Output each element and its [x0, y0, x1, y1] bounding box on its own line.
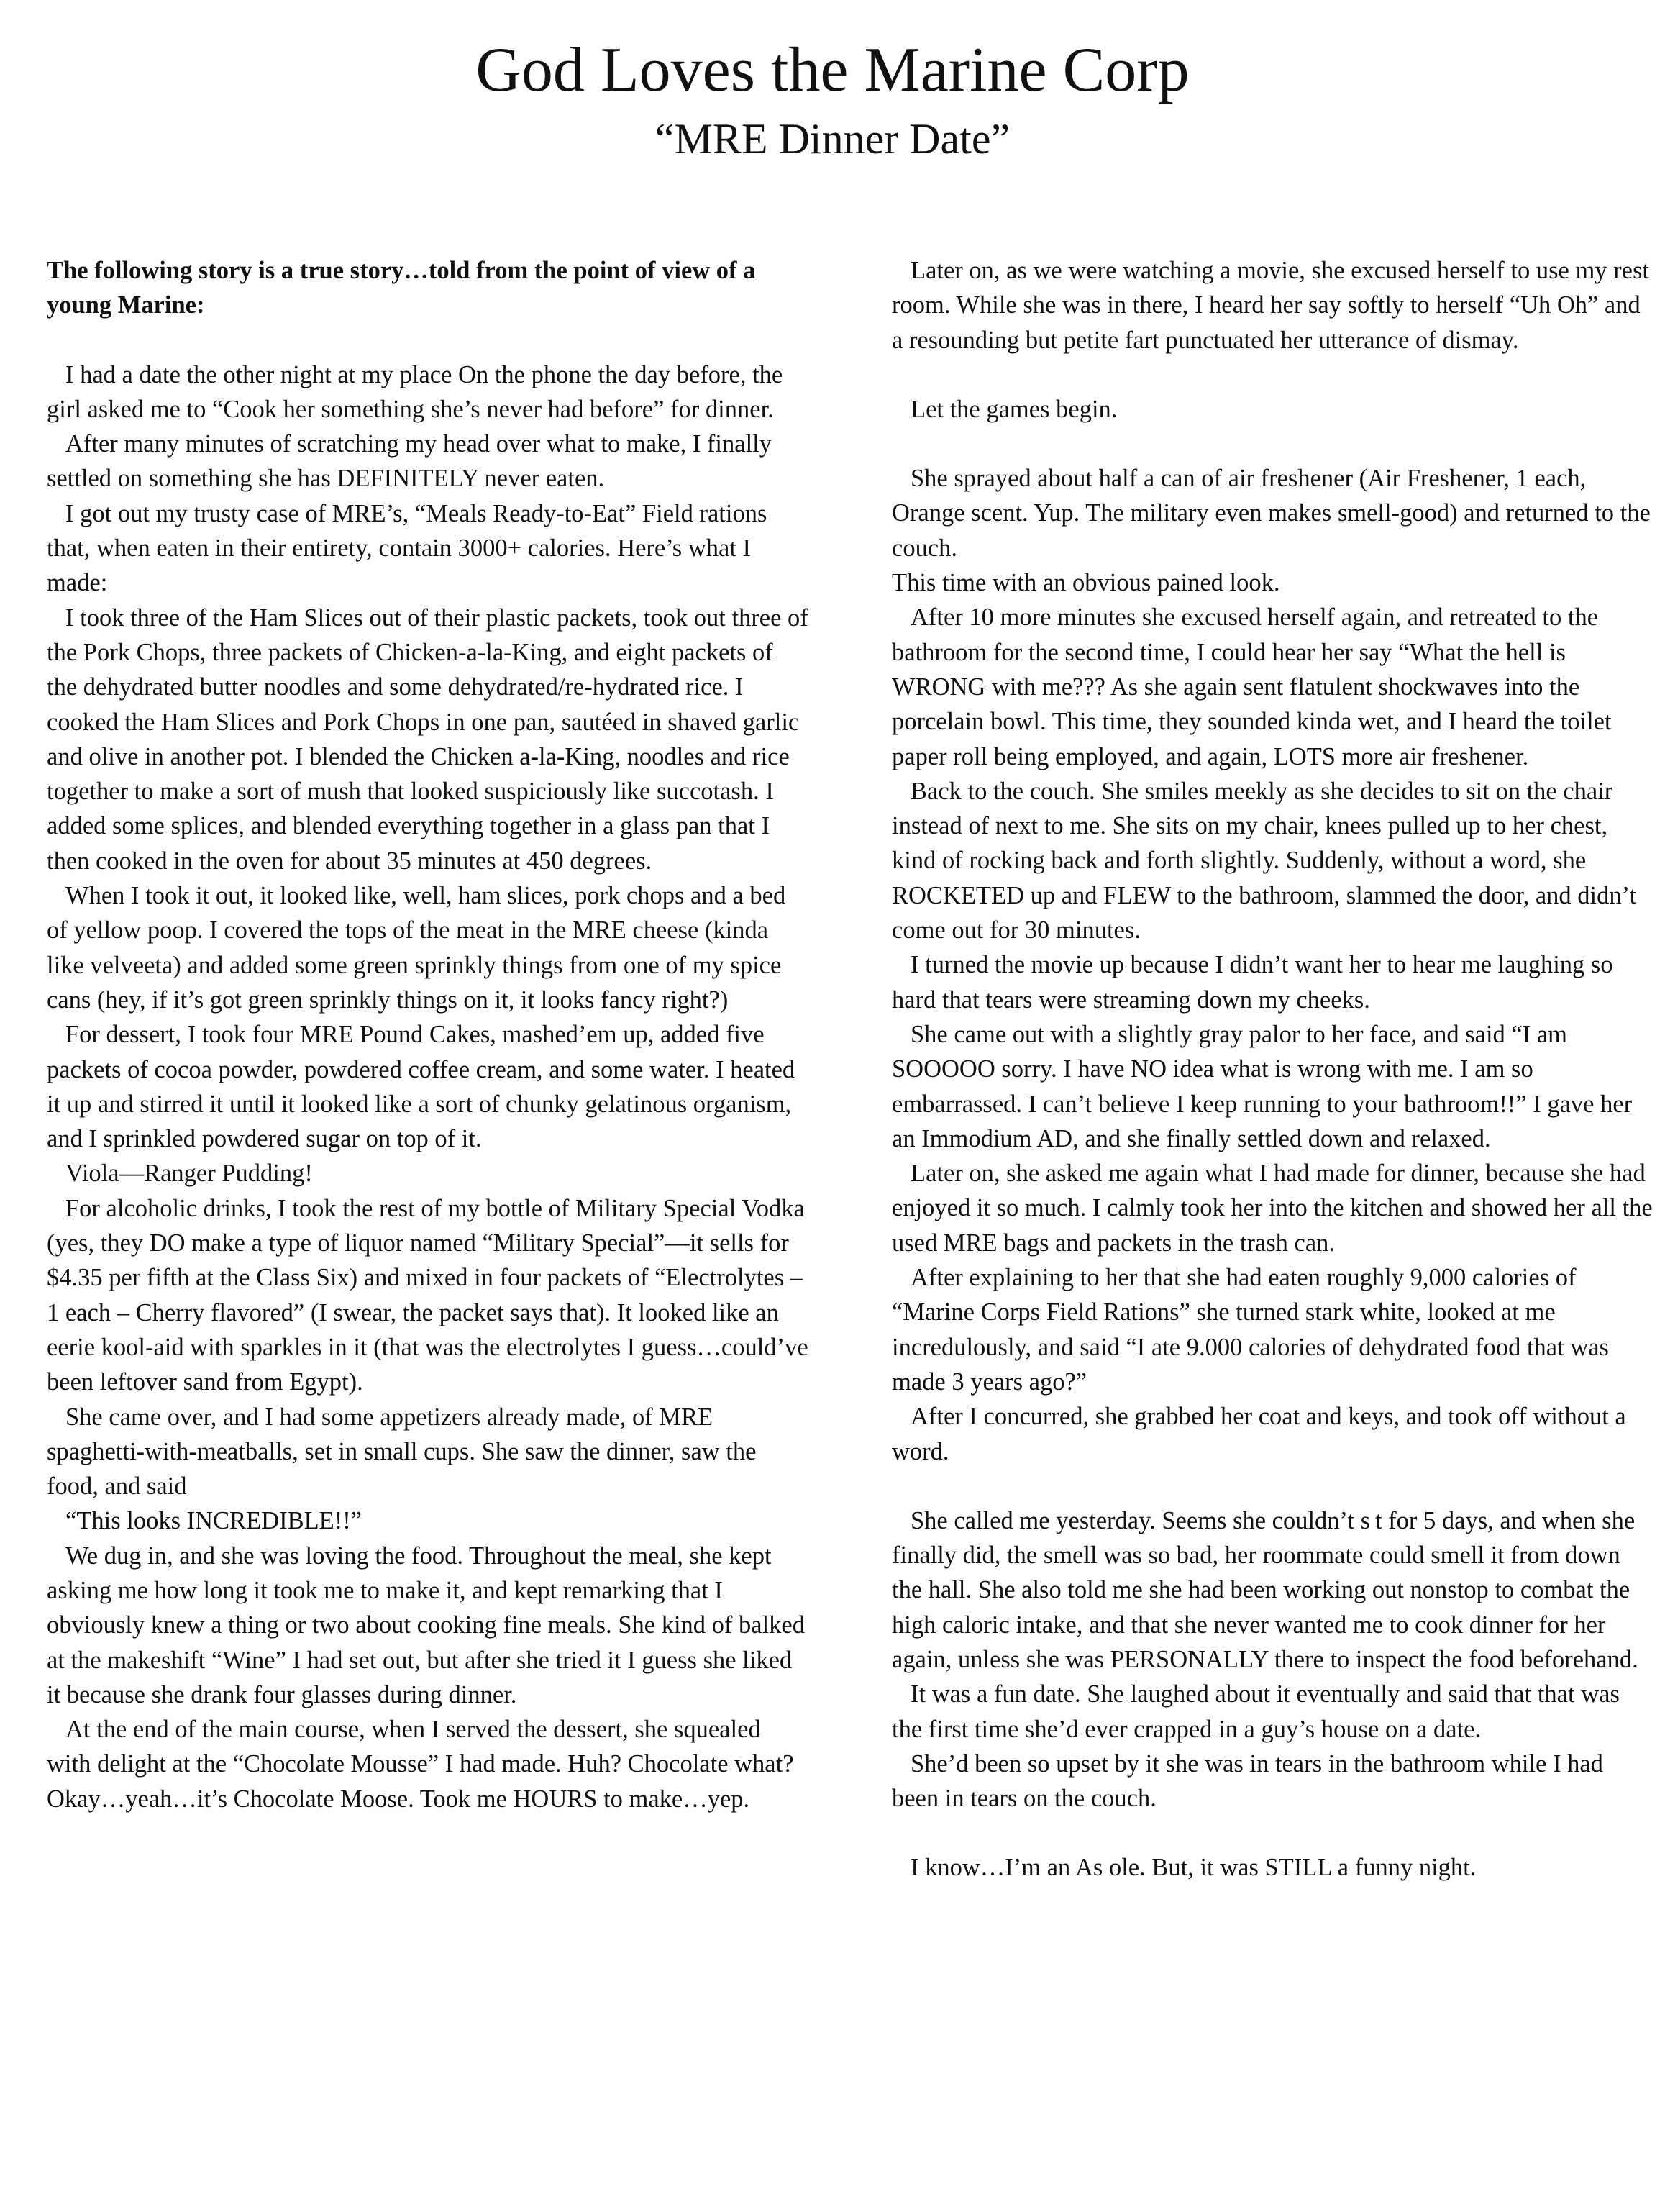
- body-paragraph: Later on, she asked me again what I had made for dinner, because she had enjoyed it so much. I calmly took her into the kitchen and showed her all the used MRE bags and packets in the trash can.: [892, 1160, 1653, 1257]
- body-paragraph: We dug in, and she was loving the food. Throughout the meal, she kept asking me how long it took me to make it, and kept remarking that I obviously knew a thing or two about cooking fine meals. She kind of balked at the makeshift “Wine” I had set out, but after she tried it I guess she liked it because she drank four glasses during dinner.: [47, 1542, 805, 1708]
- left-column: [47, 253, 809, 1816]
- body-paragraph: For dessert, I took four MRE Pound Cakes, mashed’em up, added five packets of cocoa powder, powdered coffee cream, and some water. I heated it up and stirred it until it looked like a sort of chunky gelatinous organism, and I sprinkled powdered sugar on top of it.: [47, 1021, 795, 1153]
- page-title: God Loves the Marine Corp: [475, 35, 1190, 105]
- body-paragraph: I took three of the Ham Slices out of their plastic packets, took out three of the Pork Chops, three packets of Chicken-a-la-King, and eight packets of the dehydrated butter noodles and some dehydrated/re-hydrated rice. I cooked the Ham Slices and Pork Chops in one pan, sautéed in shaved garlic and olive in another pot. I blended the Chicken a-la-King, noodles and rice together to make a sort of mush that looked suspiciously like succotash. I added some splices, and blended everything together in a glass pan that I then cooked in the oven for about 35 minutes at 450 degrees.: [47, 604, 808, 875]
- closing-paragraph: I know…I’m an As ole. But, it was STILL a funny night.: [911, 1854, 1477, 1882]
- body-paragraph: She called me yesterday. Seems she couldn’t s t for 5 days, and when she finally did, the smell was so bad, her roommate could smell it from down the hall. She also told me she had been working out nonstop to combat the high caloric intake, and that she never wanted me to cook dinner for her again, unless she was PERSONALLY there to inspect the food beforehand.: [892, 1506, 1638, 1673]
- body-paragraph: She sprayed about half a can of air freshener (Air Freshener, 1 each, Orange scent. Yup. The military even makes smell-good) and returned to the couch.: [892, 465, 1651, 562]
- body-paragraph: She came over, and I had some appetizers already made, of MRE spaghetti-with-meatballs, set in small cups. She saw the dinner, saw the food, and said: [47, 1403, 757, 1501]
- body-paragraph: At the end of the main course, when I served the dessert, she squealed with delight at the “Chocolate Mousse” I had made. Huh? Chocolate what? Okay…yeah…it’s Chocolate Moose. Took me HOURS to make…yep.: [47, 1716, 794, 1813]
- body-paragraph: I had a date the other night at my place On the phone the day before, the girl asked me to “Cook her something she’s never had before” for dinner.: [47, 360, 783, 423]
- body-paragraph: Let the games begin.: [911, 395, 1118, 423]
- body-paragraph: For alcoholic drinks, I took the rest of my bottle of Military Special Vodka (yes, they DO make a type of liquor named “Military Special”—it sells for $4.35 per fifth at the Class Six) and mixed in four packets of “Electrolytes – 1 each – Cherry flavored” (I swear, the packet says that). It looked like an eerie kool-aid with sparkles in it (that was the electrolytes I guess…could’ve been leftover sand from Egypt).: [47, 1194, 808, 1396]
- right-column: [892, 253, 1654, 1885]
- body-paragraph: This time with an obvious pained look.: [892, 569, 1280, 597]
- body-paragraph: Back to the couch. She smiles meekly as she decides to sit on the chair instead of next to me. She sits on my chair, knees pulled up to her chest, kind of rocking back and forth slightly. Suddenly, without a word, she ROCKETED up and FLEW to the bathroom, slammed the door, and didn’t come out for 30 minutes.: [892, 777, 1637, 945]
- body-paragraph: Viola—Ranger Pudding!: [65, 1160, 313, 1188]
- body-paragraph: After 10 more minutes she excused herself again, and retreated to the bathroom for the second time, I could hear her say “What the hell is WRONG with me??? As she again sent flatulent shockwaves into the porcelain bowl. This time, they sounded kinda wet, and I heard the toilet paper roll being employed, and again, LOTS more air freshener.: [892, 604, 1612, 770]
- intro-paragraph: The following story is a true story…told from the point of view of a young Marine:: [47, 257, 756, 319]
- body-paragraph: It was a fun date. She laughed about it eventually and said that that was the first time she’d ever crapped in a guy’s house on a date.: [892, 1680, 1620, 1743]
- body-paragraph: After I concurred, she grabbed her coat and keys, and took off without a word.: [892, 1403, 1626, 1465]
- body-paragraph: When I took it out, it looked like, well, ham slices, pork chops and a bed of yellow poop. I covered the tops of the meat in the MRE cheese (kinda like velveeta) and added some green sprinkly things from one of my spice cans (hey, if it’s got green sprinkly things on it, it looks fancy right?): [47, 882, 786, 1014]
- body-paragraph: She came out with a slightly gray palor to her face, and said “I am SOOOOO sorry. I have NO idea what is wrong with me. I am so embarrassed. I can’t believe I keep running to your bathroom!!” I gave her an Immodium AD, and she finally settled down and relaxed.: [892, 1020, 1633, 1152]
- page-subtitle: “MRE Dinner Date”: [654, 115, 1011, 163]
- body-paragraph: Later on, as we were watching a movie, she excused herself to use my rest room. While she was in there, I heard her say softly to herself “Uh Oh” and a resounding but petite fart punctuated her utterance of dismay.: [892, 257, 1649, 354]
- body-paragraph: After explaining to her that she had eaten roughly 9,000 calories of “Marine Corps Field Rations” she turned stark white, looked at me incredulously, and said “I ate 9.000 calories of dehydrated food that was made 3 years ago?”: [892, 1264, 1609, 1396]
- body-paragraph: I got out my trusty case of MRE’s, “Meals Ready-to-Eat” Field rations that, when eaten in their entirety, contain 3000+ calories. Here’s what I made:: [47, 499, 767, 597]
- body-paragraph: After many minutes of scratching my head over what to make, I finally settled on something she has DEFINITELY never eaten.: [47, 430, 772, 493]
- body-paragraph: “This looks INCREDIBLE!!”: [65, 1507, 362, 1535]
- body-paragraph: She’d been so upset by it she was in tears in the bathroom while I had been in tears on the couch.: [892, 1749, 1603, 1813]
- body-paragraph: I turned the movie up because I didn’t want her to hear me laughing so hard that tears were streaming down my cheeks.: [892, 951, 1613, 1014]
